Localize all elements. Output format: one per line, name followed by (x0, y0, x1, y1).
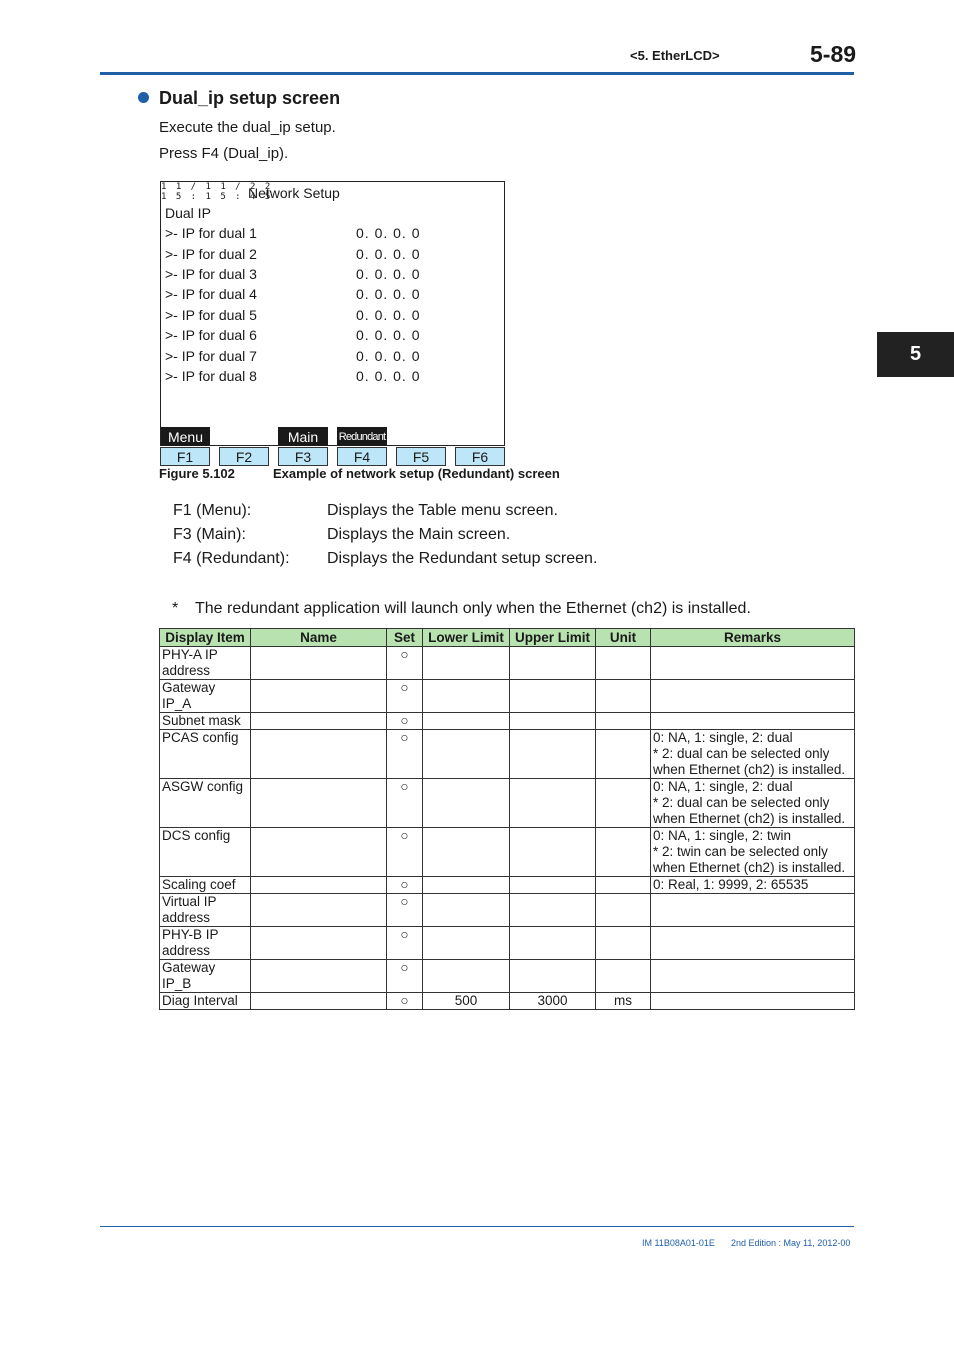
cell-display-item: PHY-B IP address (160, 927, 251, 960)
cell-unit (596, 647, 651, 680)
cell-display-item: Scaling coef (160, 877, 251, 894)
cell-name (251, 713, 387, 730)
cell-upper-limit (510, 960, 596, 993)
softkey-menu[interactable]: Menu (161, 427, 210, 446)
cell-set: ○ (387, 927, 423, 960)
f5-key[interactable]: F5 (396, 447, 446, 466)
table-row (160, 730, 855, 779)
section-title: Dual_ip setup screen (159, 88, 341, 108)
cell-upper-limit (510, 779, 596, 828)
cell-name (251, 779, 387, 828)
header-rule (100, 72, 854, 75)
page-number: 5-89 (810, 41, 857, 67)
definition-value: Displays the Table menu screen. (327, 502, 558, 519)
lcd-row-label[interactable]: >- IP for dual 4 (165, 286, 257, 302)
bullet-icon (138, 92, 149, 103)
cell-unit (596, 894, 651, 927)
note-mark: * (172, 600, 179, 617)
cell-display-item: Diag Interval (160, 993, 251, 1010)
cell-set: ○ (387, 993, 423, 1010)
header-set: Set (387, 629, 423, 647)
cell-name (251, 647, 387, 680)
cell-remarks (651, 680, 855, 713)
cell-remarks: 0: Real, 1: 9999, 2: 65535 (651, 877, 855, 894)
definition-value: Displays the Redundant setup screen. (327, 550, 598, 567)
table-row (160, 993, 855, 1010)
lcd-row-value: 0. 0. 0. 0 (356, 286, 421, 302)
definition-key: F1 (Menu): (173, 502, 252, 519)
cell-unit (596, 680, 651, 713)
cell-lower-limit (423, 894, 510, 927)
header-unit: Unit (596, 629, 651, 647)
f3-key[interactable]: F3 (278, 447, 328, 466)
cell-lower-limit (423, 779, 510, 828)
cell-remarks: 0: NA, 1: single, 2: twin * 2: twin can be selected only when Ethernet (ch2) is installed. (651, 828, 855, 877)
cell-display-item: DCS config (160, 828, 251, 877)
lcd-subtitle: Dual IP (165, 205, 211, 221)
lcd-row-value: 0. 0. 0. 0 (356, 368, 421, 384)
cell-set: ○ (387, 960, 423, 993)
cell-name (251, 960, 387, 993)
header-upper-limit: Upper Limit (510, 629, 596, 647)
cell-name (251, 927, 387, 960)
f2-key[interactable]: F2 (219, 447, 269, 466)
lcd-row-label[interactable]: >- IP for dual 1 (165, 225, 257, 241)
lcd-row-label[interactable]: >- IP for dual 3 (165, 266, 257, 282)
f6-key[interactable]: F6 (455, 447, 505, 466)
cell-lower-limit (423, 960, 510, 993)
table-row (160, 680, 855, 713)
cell-remarks: 0: NA, 1: single, 2: dual * 2: dual can be selected only when Ethernet (ch2) is installed. (651, 730, 855, 779)
cell-unit (596, 713, 651, 730)
softkey-main[interactable]: Main (278, 427, 328, 446)
cell-name (251, 877, 387, 894)
definition-key: F4 (Redundant): (173, 550, 290, 567)
lcd-row-value: 0. 0. 0. 0 (356, 307, 421, 323)
cell-remarks: 0: NA, 1: single, 2: dual * 2: dual can be selected only when Ethernet (ch2) is installed. (651, 779, 855, 828)
edition: 2nd Edition : May 11, 2012-00 (731, 1238, 851, 1248)
instruction-line-1: Execute the dual_ip setup. (159, 119, 336, 136)
cell-upper-limit (510, 713, 596, 730)
cell-unit (596, 730, 651, 779)
lcd-row-value: 0. 0. 0. 0 (356, 327, 421, 343)
table-row (160, 927, 855, 960)
cell-name (251, 680, 387, 713)
figure-caption: Example of network setup (Redundant) screen (273, 466, 560, 481)
cell-lower-limit (423, 828, 510, 877)
chapter-tab: 5 (877, 332, 954, 377)
cell-name (251, 730, 387, 779)
cell-set: ○ (387, 713, 423, 730)
lcd-row-label[interactable]: >- IP for dual 7 (165, 348, 257, 364)
parameter-table (159, 628, 855, 1010)
cell-lower-limit (423, 877, 510, 894)
lcd-title: Network Setup (248, 185, 340, 201)
cell-upper-limit (510, 730, 596, 779)
cell-remarks (651, 960, 855, 993)
cell-upper-limit (510, 877, 596, 894)
cell-unit (596, 877, 651, 894)
cell-remarks (651, 927, 855, 960)
footer-rule (100, 1226, 854, 1227)
lcd-row-label[interactable]: >- IP for dual 5 (165, 307, 257, 323)
cell-name (251, 993, 387, 1010)
lcd-datetime: 1 1 / 1 1 / 2 2 1 5 : 1 5 : 4 5 (161, 182, 273, 202)
table-row (160, 647, 855, 680)
document-id: IM 11B08A01-01E (642, 1238, 715, 1248)
definition-value: Displays the Main screen. (327, 526, 511, 543)
cell-upper-limit (510, 828, 596, 877)
cell-display-item: Gateway IP_B (160, 960, 251, 993)
lcd-row-label[interactable]: >- IP for dual 8 (165, 368, 257, 384)
lcd-row-value: 0. 0. 0. 0 (356, 246, 421, 262)
instruction-line-2: Press F4 (Dual_ip). (159, 145, 289, 162)
lcd-row-value: 0. 0. 0. 0 (356, 266, 421, 282)
cell-display-item: Virtual IP address (160, 894, 251, 927)
cell-set: ○ (387, 894, 423, 927)
table-row (160, 828, 855, 877)
cell-remarks (651, 993, 855, 1010)
cell-unit (596, 828, 651, 877)
cell-set: ○ (387, 680, 423, 713)
cell-upper-limit: 3000 (510, 993, 596, 1010)
header-remarks: Remarks (651, 629, 855, 647)
cell-upper-limit (510, 894, 596, 927)
header-lower-limit: Lower Limit (423, 629, 510, 647)
lcd-row-label[interactable]: >- IP for dual 6 (165, 327, 257, 343)
chapter-label: <5. EtherLCD> (630, 48, 720, 63)
cell-unit (596, 927, 651, 960)
figure-number: Figure 5.102 (159, 466, 235, 481)
cell-lower-limit (423, 730, 510, 779)
cell-set: ○ (387, 647, 423, 680)
cell-lower-limit: 500 (423, 993, 510, 1010)
header-display-item: Display Item (160, 629, 251, 647)
cell-upper-limit (510, 680, 596, 713)
definition-key: F3 (Main): (173, 526, 246, 543)
cell-upper-limit (510, 927, 596, 960)
cell-remarks (651, 713, 855, 730)
cell-set: ○ (387, 779, 423, 828)
cell-name (251, 828, 387, 877)
lcd-row-label[interactable]: >- IP for dual 2 (165, 246, 257, 262)
lcd-row-value: 0. 0. 0. 0 (356, 348, 421, 364)
note-text: The redundant application will launch only when the Ethernet (ch2) is installed. (195, 600, 751, 617)
cell-set: ○ (387, 877, 423, 894)
cell-upper-limit (510, 647, 596, 680)
cell-remarks (651, 647, 855, 680)
cell-display-item: PCAS config (160, 730, 251, 779)
cell-set: ○ (387, 828, 423, 877)
softkey-redundant[interactable]: Redundant (337, 427, 387, 446)
cell-remarks (651, 894, 855, 927)
table-row (160, 960, 855, 993)
table-row (160, 877, 855, 894)
lcd-row-value: 0. 0. 0. 0 (356, 225, 421, 241)
table-row (160, 713, 855, 730)
cell-unit (596, 779, 651, 828)
cell-display-item: ASGW config (160, 779, 251, 828)
table-row (160, 894, 855, 927)
cell-lower-limit (423, 713, 510, 730)
lcd-screen (160, 181, 505, 446)
cell-lower-limit (423, 927, 510, 960)
f1-key[interactable]: F1 (160, 447, 210, 466)
cell-display-item: PHY-A IP address (160, 647, 251, 680)
cell-lower-limit (423, 647, 510, 680)
f4-key[interactable]: F4 (337, 447, 387, 466)
table-row (160, 779, 855, 828)
cell-unit: ms (596, 993, 651, 1010)
cell-name (251, 894, 387, 927)
header-name: Name (251, 629, 387, 647)
cell-display-item: Subnet mask (160, 713, 251, 730)
table-header-row (160, 629, 855, 647)
cell-set: ○ (387, 730, 423, 779)
cell-unit (596, 960, 651, 993)
cell-lower-limit (423, 680, 510, 713)
cell-display-item: Gateway IP_A (160, 680, 251, 713)
